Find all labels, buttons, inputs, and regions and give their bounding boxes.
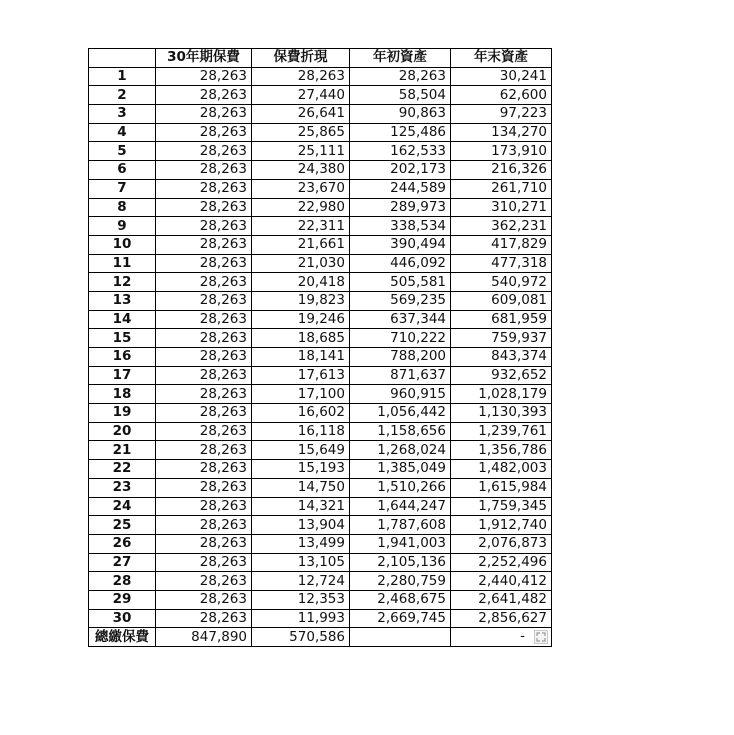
row-start-asset: 2,468,675: [350, 590, 451, 609]
row-premium: 28,263: [156, 254, 252, 273]
row-premium: 28,263: [156, 329, 252, 348]
row-start-asset: 1,385,049: [350, 460, 451, 479]
row-premium: 28,263: [156, 235, 252, 254]
row-premium: 28,263: [156, 516, 252, 535]
header-discounted: 保費折現: [252, 49, 350, 68]
row-discounted: 22,311: [252, 217, 350, 236]
row-start-asset: 1,644,247: [350, 497, 451, 516]
table-row: [89, 404, 552, 423]
row-end-asset: 134,270: [451, 123, 552, 142]
table-row: [89, 198, 552, 217]
row-premium: 28,263: [156, 273, 252, 292]
row-year: 3: [89, 105, 156, 124]
row-year: 26: [89, 534, 156, 553]
row-discounted: 24,380: [252, 161, 350, 180]
row-end-asset: 1,759,345: [451, 497, 552, 516]
row-start-asset: 1,787,608: [350, 516, 451, 535]
row-premium: 28,263: [156, 366, 252, 385]
row-premium: 28,263: [156, 497, 252, 516]
row-end-asset: 97,223: [451, 105, 552, 124]
row-discounted: 27,440: [252, 86, 350, 105]
row-start-asset: 637,344: [350, 310, 451, 329]
row-end-asset: 1,239,761: [451, 422, 552, 441]
row-year: 27: [89, 553, 156, 572]
table-row: [89, 291, 552, 310]
row-start-asset: 28,263: [350, 67, 451, 86]
row-discounted: 13,904: [252, 516, 350, 535]
row-end-asset: 2,252,496: [451, 553, 552, 572]
row-premium: 28,263: [156, 348, 252, 367]
row-end-asset: 417,829: [451, 235, 552, 254]
table-row: [89, 441, 552, 460]
row-premium: 28,263: [156, 123, 252, 142]
row-discounted: 12,724: [252, 572, 350, 591]
header-row: [89, 49, 552, 68]
row-discounted: 16,602: [252, 404, 350, 423]
row-year: 17: [89, 366, 156, 385]
row-end-asset: 1,028,179: [451, 385, 552, 404]
header-year: [89, 49, 156, 68]
table-row: [89, 609, 552, 628]
row-year: 13: [89, 291, 156, 310]
row-end-asset: 609,081: [451, 291, 552, 310]
row-premium: 28,263: [156, 572, 252, 591]
row-end-asset: 681,959: [451, 310, 552, 329]
table-row: [89, 422, 552, 441]
total-end-asset: [451, 628, 552, 647]
row-start-asset: 2,280,759: [350, 572, 451, 591]
row-start-asset: 446,092: [350, 254, 451, 273]
row-discounted: 23,670: [252, 179, 350, 198]
row-discounted: 25,111: [252, 142, 350, 161]
table-row: [89, 310, 552, 329]
row-end-asset: 261,710: [451, 179, 552, 198]
row-start-asset: 960,915: [350, 385, 451, 404]
row-discounted: 17,100: [252, 385, 350, 404]
table-row: [89, 179, 552, 198]
row-premium: 28,263: [156, 291, 252, 310]
row-year: 6: [89, 161, 156, 180]
row-discounted: 13,105: [252, 553, 350, 572]
row-discounted: 18,685: [252, 329, 350, 348]
row-start-asset: 125,486: [350, 123, 451, 142]
table-row: [89, 254, 552, 273]
row-start-asset: 2,669,745: [350, 609, 451, 628]
row-end-asset: 310,271: [451, 198, 552, 217]
row-premium: 28,263: [156, 67, 252, 86]
row-start-asset: 871,637: [350, 366, 451, 385]
total-start-asset: [350, 628, 451, 647]
expand-icon[interactable]: [534, 630, 548, 644]
row-end-asset: 173,910: [451, 142, 552, 161]
row-year: 2: [89, 86, 156, 105]
row-end-asset: 62,600: [451, 86, 552, 105]
row-end-asset: 2,856,627: [451, 609, 552, 628]
row-discounted: 28,263: [252, 67, 350, 86]
row-premium: 28,263: [156, 217, 252, 236]
total-row: [89, 628, 552, 647]
row-premium: 28,263: [156, 310, 252, 329]
row-year: 15: [89, 329, 156, 348]
table-row: [89, 142, 552, 161]
row-end-asset: 2,641,482: [451, 590, 552, 609]
table-row: [89, 553, 552, 572]
row-start-asset: 569,235: [350, 291, 451, 310]
row-discounted: 20,418: [252, 273, 350, 292]
row-start-asset: 244,589: [350, 179, 451, 198]
table-row: [89, 534, 552, 553]
row-premium: 28,263: [156, 478, 252, 497]
row-start-asset: 202,173: [350, 161, 451, 180]
row-premium: 28,263: [156, 534, 252, 553]
row-start-asset: 788,200: [350, 348, 451, 367]
total-end-asset-value: -: [520, 628, 525, 645]
row-year: 10: [89, 235, 156, 254]
row-end-asset: 2,076,873: [451, 534, 552, 553]
row-start-asset: 2,105,136: [350, 553, 451, 572]
row-year: 8: [89, 198, 156, 217]
row-end-asset: 540,972: [451, 273, 552, 292]
row-year: 25: [89, 516, 156, 535]
total-discounted: 570,586: [252, 628, 350, 647]
row-end-asset: 1,912,740: [451, 516, 552, 535]
row-start-asset: 1,510,266: [350, 478, 451, 497]
row-year: 29: [89, 590, 156, 609]
row-end-asset: 1,130,393: [451, 404, 552, 423]
row-start-asset: 58,504: [350, 86, 451, 105]
row-discounted: 14,321: [252, 497, 350, 516]
row-discounted: 21,661: [252, 235, 350, 254]
header-start-asset: 年初資產: [350, 49, 451, 68]
row-year: 7: [89, 179, 156, 198]
table-row: [89, 516, 552, 535]
row-start-asset: 90,863: [350, 105, 451, 124]
row-end-asset: 2,440,412: [451, 572, 552, 591]
row-discounted: 13,499: [252, 534, 350, 553]
row-discounted: 18,141: [252, 348, 350, 367]
row-start-asset: 1,056,442: [350, 404, 451, 423]
row-premium: 28,263: [156, 609, 252, 628]
row-start-asset: 289,973: [350, 198, 451, 217]
row-year: 30: [89, 609, 156, 628]
row-discounted: 22,980: [252, 198, 350, 217]
row-start-asset: 710,222: [350, 329, 451, 348]
row-year: 5: [89, 142, 156, 161]
row-discounted: 26,641: [252, 105, 350, 124]
table-row: [89, 105, 552, 124]
row-year: 22: [89, 460, 156, 479]
row-premium: 28,263: [156, 161, 252, 180]
row-premium: 28,263: [156, 385, 252, 404]
row-premium: 28,263: [156, 179, 252, 198]
row-year: 24: [89, 497, 156, 516]
row-discounted: 16,118: [252, 422, 350, 441]
table-row: [89, 86, 552, 105]
row-year: 23: [89, 478, 156, 497]
row-year: 4: [89, 123, 156, 142]
row-end-asset: 1,615,984: [451, 478, 552, 497]
table-row: [89, 161, 552, 180]
row-year: 16: [89, 348, 156, 367]
row-end-asset: 843,374: [451, 348, 552, 367]
row-end-asset: 30,241: [451, 67, 552, 86]
table-row: [89, 572, 552, 591]
row-discounted: 14,750: [252, 478, 350, 497]
row-start-asset: 162,533: [350, 142, 451, 161]
row-end-asset: 1,482,003: [451, 460, 552, 479]
row-discounted: 21,030: [252, 254, 350, 273]
row-discounted: 15,193: [252, 460, 350, 479]
total-premium: 847,890: [156, 628, 252, 647]
row-discounted: 19,246: [252, 310, 350, 329]
table-row: [89, 67, 552, 86]
table-row: [89, 497, 552, 516]
row-end-asset: 216,326: [451, 161, 552, 180]
table-row: [89, 235, 552, 254]
row-premium: 28,263: [156, 590, 252, 609]
row-start-asset: 1,268,024: [350, 441, 451, 460]
row-discounted: 11,993: [252, 609, 350, 628]
table-row: [89, 366, 552, 385]
row-premium: 28,263: [156, 105, 252, 124]
header-premium: 30年期保費: [156, 49, 252, 68]
table-row: [89, 590, 552, 609]
row-year: 1: [89, 67, 156, 86]
table-row: [89, 460, 552, 479]
row-end-asset: 759,937: [451, 329, 552, 348]
row-premium: 28,263: [156, 441, 252, 460]
row-start-asset: 390,494: [350, 235, 451, 254]
row-premium: 28,263: [156, 460, 252, 479]
row-year: 21: [89, 441, 156, 460]
row-discounted: 12,353: [252, 590, 350, 609]
table-row: [89, 217, 552, 236]
table-row: [89, 329, 552, 348]
table-row: [89, 273, 552, 292]
row-end-asset: 932,652: [451, 366, 552, 385]
row-discounted: 19,823: [252, 291, 350, 310]
row-premium: 28,263: [156, 86, 252, 105]
table-row: [89, 348, 552, 367]
row-year: 9: [89, 217, 156, 236]
table-row: [89, 478, 552, 497]
row-year: 14: [89, 310, 156, 329]
row-year: 19: [89, 404, 156, 423]
row-year: 12: [89, 273, 156, 292]
row-premium: 28,263: [156, 404, 252, 423]
row-premium: 28,263: [156, 553, 252, 572]
row-start-asset: 1,941,003: [350, 534, 451, 553]
row-year: 20: [89, 422, 156, 441]
row-end-asset: 1,356,786: [451, 441, 552, 460]
row-end-asset: 477,318: [451, 254, 552, 273]
row-start-asset: 338,534: [350, 217, 451, 236]
row-discounted: 17,613: [252, 366, 350, 385]
table-row: [89, 385, 552, 404]
total-label: 總繳保費: [89, 628, 156, 647]
row-year: 11: [89, 254, 156, 273]
row-start-asset: 1,158,656: [350, 422, 451, 441]
row-premium: 28,263: [156, 198, 252, 217]
row-year: 28: [89, 572, 156, 591]
row-year: 18: [89, 385, 156, 404]
row-premium: 28,263: [156, 422, 252, 441]
header-end-asset: 年末資產: [451, 49, 552, 68]
table-row: [89, 123, 552, 142]
row-discounted: 15,649: [252, 441, 350, 460]
premium-table: [88, 48, 552, 647]
row-premium: 28,263: [156, 142, 252, 161]
row-discounted: 25,865: [252, 123, 350, 142]
row-start-asset: 505,581: [350, 273, 451, 292]
row-end-asset: 362,231: [451, 217, 552, 236]
